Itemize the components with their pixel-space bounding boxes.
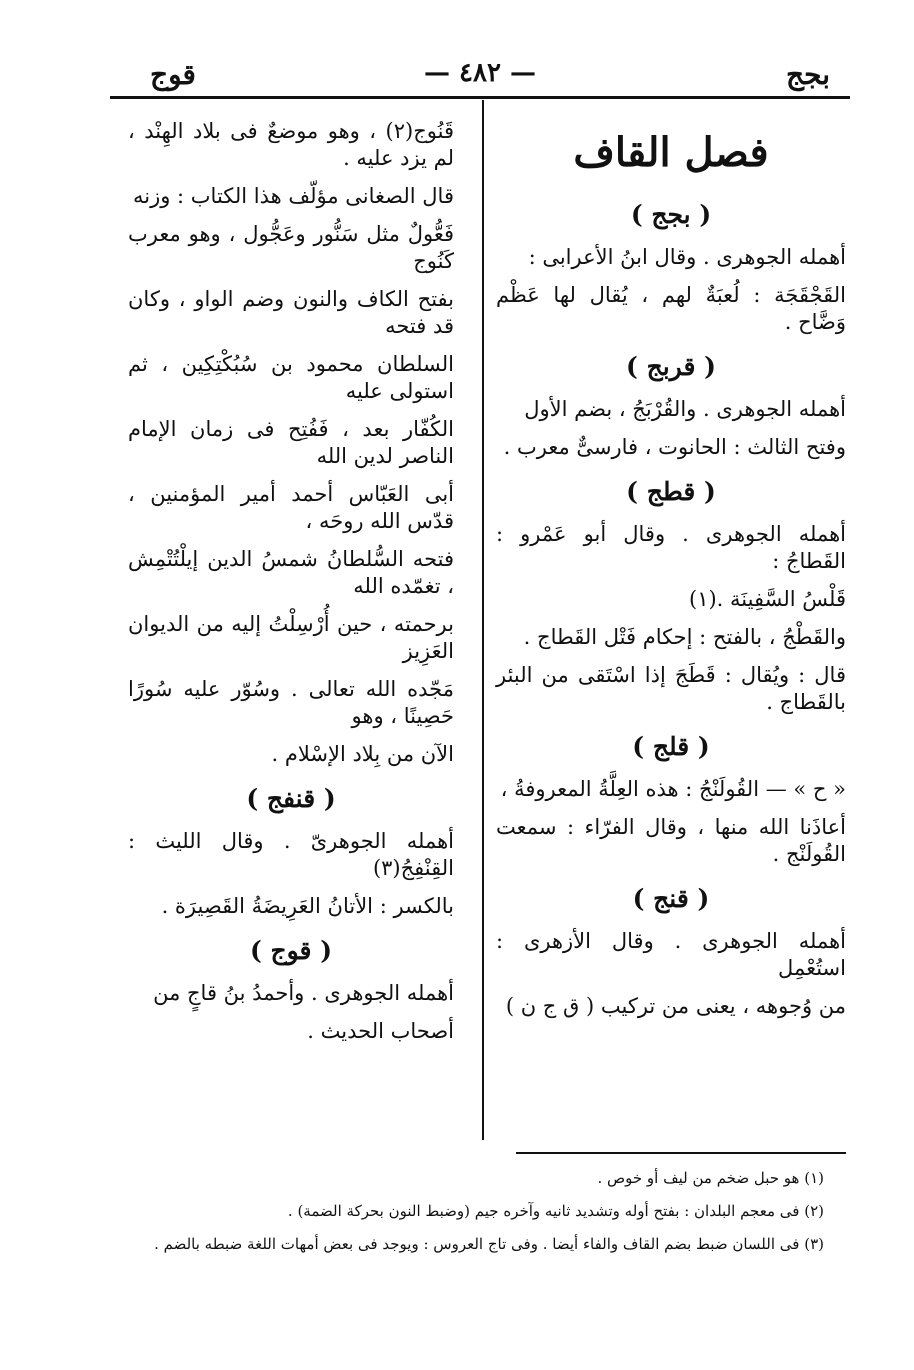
entry-line: أهمله الجوهرى . وقال ابنُ الأعرابى : [528,245,846,269]
entry-heading: ( قربج ) [626,352,716,381]
entry-line: قَلْسُ السَّفِينَة .(١) [689,587,846,611]
body-line: فَعُّولٌ مثل سَنُّور وعَجُّول ، وهو معرب كَنُوج [128,222,454,273]
continuation-text [128,118,454,768]
entry-line: « ح » — القُولَنْجُ : هذه العِلَّةُ المعروفةُ ، [500,777,846,801]
page-header [110,50,850,98]
left-column [128,118,454,1056]
entry-line: قال : ويُقال : قَطَجَ إذا اسْتَقى من البئر بالقَطاج . [496,663,846,714]
section-title: فصل القاف [573,129,769,176]
body-line: مَجّده الله تعالى . وسُوّر عليه سُورًا حَصِينًا ، وهو [128,677,454,728]
entry-qnj [496,882,846,1020]
body-line: الآن من بِلاد الإسْلام . [271,742,454,766]
right-column [496,118,846,1031]
entry-qlj [496,730,846,868]
entry-heading: ( قطج ) [626,477,716,506]
header-rule [110,96,850,99]
footnote: (٢) فى معجم البلدان : بفتح أوله وتشديد ثانيه وآخره جيم (وضبط النون بحركة الضمة) . [287,1202,824,1220]
entry-line: القَجْقَجَة : لُعبَةٌ لهم ، يُقال لها عَظْم وَضَّاح . [496,283,846,334]
entry-line: أهمله الجوهرى . والقُرْبَجُ ، بضم الأول [524,397,846,421]
entry-heading: ( قوج ) [249,936,333,965]
entry-line: أهمله الجوهرىّ . وقال الليث : القِنْفِجُ(٣) [128,829,454,880]
entry-heading: ( بجج ) [630,200,712,229]
entry-qnfj [128,782,454,920]
entry-line: أهمله الجوهرى . وأحمدُ بنُ قاجٍ من [153,981,454,1005]
body-line: قَنُوج(٢) ، وهو موضعٌ فى بلاد الهِنْد ، لم يزد عليه . [128,119,454,170]
footnotes [124,1168,824,1267]
entry-line: بالكسر : الأتانُ العَرِيضَةُ القَصِيرَة . [161,894,454,918]
entry-qwj [128,934,454,1045]
body-line: بفتح الكاف والنون وضم الواو ، وكان قد فتحه [128,287,454,338]
body-line: برحمته ، حين أُرْسِلْتُ إليه من الديوان العَزِيز [128,612,454,663]
entry-line: والقَطْجُ ، بالفتح : إحكام فَتْل القَطاج . [523,625,846,649]
running-head-left: قوج [150,58,196,91]
entry-bjj [496,198,846,336]
column-divider [482,100,484,1140]
footnote-rule [516,1152,846,1154]
entry-line: أهمله الجوهرى . وقال أبو عَمْرو : القَطاجُ : [496,522,846,573]
running-head-right: بجج [786,58,830,91]
page-number: — ٤٨٢ — [423,58,537,88]
entry-line: أهمله الجوهرى . وقال الأزهرى : استُعْمِل [496,929,846,980]
body-line: الكُفّار بعد ، فَفُتِح فى زمان الإمام الناصر لدين الله [128,417,454,468]
footnote: (١) هو حبل ضخم من ليف أو خوص . [597,1169,824,1187]
entry-heading: ( قنفج ) [246,784,336,813]
footnote: (٣) فى اللسان ضبط بضم القاف والفاء أيضا . وفى تاج العروس : ويوجد فى بعض أمهات اللغة ضبطه بالضم . [154,1235,824,1253]
body-line: أبى العَبّاس أحمد أمير المؤمنين ، قدّس الله روحَه ، [128,482,454,533]
body-line: السلطان محمود بن سُبُكْتِكِين ، ثم استولى عليه [128,352,454,403]
entry-qtj [496,475,846,716]
entry-line: وفتح الثالث : الحانوت ، فارسىٌّ معرب . [503,435,846,459]
entry-line: أعاذَنا الله منها ، وقال الفرّاء : سمعت القُولَنْج . [496,815,846,866]
body-line: قال الصغانى مؤلّف هذا الكتاب : وزنه [132,184,454,208]
body-line: فتحه السُّلطانُ شمسُ الدين إيلْتُتْمِش ، تغمّده الله [128,547,454,598]
entry-heading: ( قنج ) [632,884,710,913]
entry-line: أصحاب الحديث . [307,1019,454,1043]
entry-qrbj [496,350,846,461]
entry-heading: ( قلج ) [632,732,710,761]
entry-line: من وُجوهه ، يعنى من تركيب ( ق ج ن ) [505,994,846,1018]
